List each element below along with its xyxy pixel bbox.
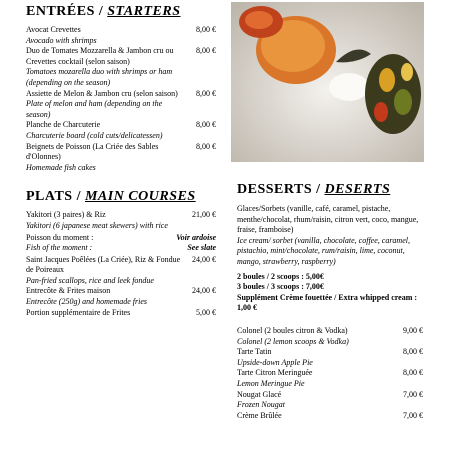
item-translation: Pan-fried scallops, rice and leek fondue [26,275,154,285]
item-name: Nougat Glacé [237,389,282,399]
menu-item [237,390,423,411]
menu-item [26,25,216,46]
menu-item [26,120,216,141]
mains-title-en: MAIN COURSES [84,189,196,205]
item-name: Beignets de Poisson (La Criée des Sables d'Olonnes) [26,141,159,162]
item-price: 7,00 € [403,389,423,399]
menu-item [26,89,216,121]
whipped-cream-supplement: Supplément Crème fouettée / Extra whipped cream : 1,00 € [237,292,418,313]
menu-item [237,411,423,422]
desserts-title-fr: DESSERTS [237,182,313,197]
menu-item [237,347,423,368]
item-name: Assiette de Melon & Jambon cru (selon saison) [26,88,178,98]
mains-slash: / [76,189,81,205]
three-scoops-price: 3 boules / 3 scoops : 7,00€ [237,282,324,292]
item-name: Yakitori (3 paires) & Riz [26,210,106,220]
starters-title-en: STARTERS [107,4,181,19]
item-translation: Entrecôte (250g) and homemade fries [26,297,148,307]
item-name: Duo de Tomates Mozzarella & Jambon cru ou Crevettes cocktail (selon saison) [26,46,174,66]
item-price: 24,00 € [192,254,216,264]
ice-cream-flavours: Glaces/Sorbets (vanille, café, caramel, pistache, menthe/chocolat, rhum/raisin, citron vert, coco, mangue, fraise, framboise) [237,204,419,235]
mains-heading [26,189,216,205]
item-price: 8,00 € [196,141,216,151]
menu-item [26,210,216,231]
mains-list [26,210,216,318]
item-price: 8,00 € [196,46,216,56]
item-name: Avocat Crevettes [26,25,81,34]
item-price: 21,00 € [192,210,216,220]
desserts-title-en: DESERTS [324,182,391,197]
menu-item [26,308,216,319]
left-column [26,0,216,318]
menu-item [26,233,216,254]
starters-title-fr: ENTRÉES [26,4,95,19]
item-translation: Avocado with shrimps [26,35,97,45]
starters-list [26,25,216,173]
mains-title-fr: PLATS [26,189,73,205]
item-price: Voir ardoise [176,232,216,242]
item-translation: Upside-down Apple Pie [237,357,313,367]
item-name: Entrecôte & Frites maison [26,286,111,296]
item-translation: Frozen Nougat [237,400,285,410]
item-price: 8,00 € [196,120,216,130]
desserts-slash: / [316,182,321,197]
menu-item [237,326,423,347]
right-column [237,0,423,421]
desserts-list [237,326,423,421]
item-price: 8,00 € [403,347,423,357]
item-name: Planche de Charcuterie [26,120,101,130]
menu-item [237,368,423,389]
item-price-translation: See slate [187,243,216,253]
item-name: Saint Jacques Poêlées (La Criée), Riz & Fondue de Poireaux [26,254,181,275]
item-name: Poisson du moment : [26,232,94,242]
item-price: 24,00 € [192,286,216,296]
item-name: Crème Brûlée [237,410,282,420]
two-scoops-price: 2 boules / 2 scoops : 5,00€ [237,271,324,281]
item-translation: Yakitori (6 japanese meat skewers) with rice [26,220,168,230]
ice-cream-description [237,204,423,268]
item-price: 8,00 € [403,368,423,378]
item-name: Tarte Tatin [237,347,272,357]
menu-item [26,255,216,287]
item-translation: Fish of the moment : [26,243,93,253]
ice-cream-flavours-translation: Ice cream/ sorbet (vanilla, chocolate, coffee, caramel, pistachio, mint/chocolate, rum/raisin, lime, coconut, mango, strawberry, raspberry) [237,235,410,266]
item-translation: Homemade fish cakes [26,162,96,172]
starters-heading [26,4,216,20]
item-price: 7,00 € [403,410,423,420]
item-price: 8,00 € [196,88,216,98]
item-translation: Charcuterie board (cold cuts/delicatessen) [26,130,163,140]
item-name: Tarte Citron Meringuée [237,368,313,378]
item-name: Colonel (2 boules citron & Vodka) [237,325,348,335]
item-name: Portion supplémentaire de Frites [26,307,131,317]
menu-item [26,286,216,307]
item-translation: Lemon Meringue Pie [237,378,305,388]
item-translation: Colonel (2 lemon scoops & Vodka) [237,336,349,346]
menu-item [26,46,216,88]
desserts-heading [237,182,423,198]
item-price: 8,00 € [196,25,216,34]
item-price: 9,00 € [403,325,423,335]
item-translation: Plate of melon and ham (depending on the season) [26,99,163,119]
item-translation: Tomatoes mozarella duo with shrimps or ham (depending on the season) [26,67,173,87]
starters-slash: / [98,4,104,19]
menu-item [26,142,216,174]
item-price: 5,00 € [196,307,216,317]
